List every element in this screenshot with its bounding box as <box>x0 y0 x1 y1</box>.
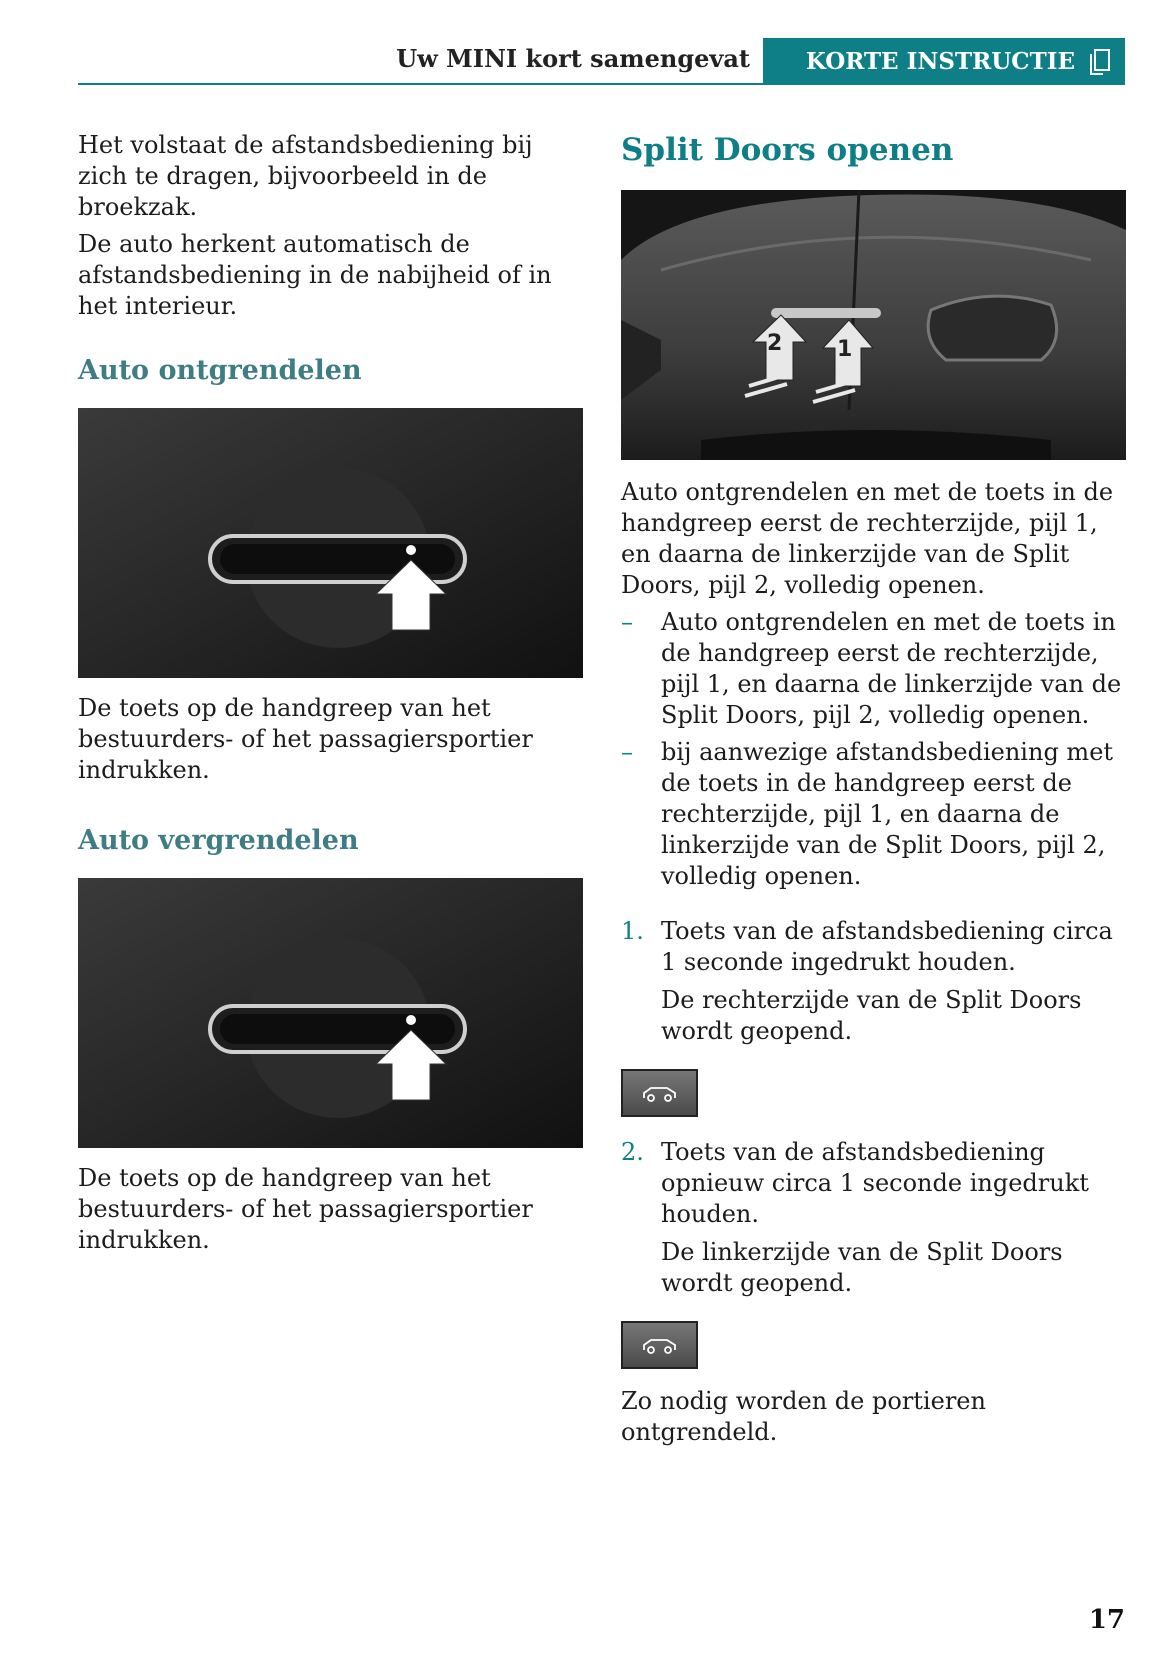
unlock-door-handle-photo <box>78 408 583 678</box>
step-result: De rechterzijde van de Split Doors wordt geopend. <box>661 986 1082 1045</box>
closing-note: Zo nodig worden de portieren ontgrendeld. <box>621 1387 986 1446</box>
step-text: Toets van de afstandsbediening circa 1 seconde ingedrukt houden. <box>661 917 1113 976</box>
lock-caption: De toets op de handgreep van het bestuurders- of het passagiersportier indrukken. <box>78 1164 533 1254</box>
split-doors-intro: Auto ontgrendelen en met de toets in de handgreep eerst de rechterzijde, pijl 1, en daarna de linkerzijde van de Split Doors, pijl 2, volledig openen. <box>621 478 1114 599</box>
step-text: Toets van de afstandsbediening opnieuw circa 1 seconde ingedrukt houden. <box>661 1138 1089 1228</box>
unlock-heading: Auto ontgrendelen <box>78 355 362 386</box>
left-column <box>78 130 583 1256</box>
intro-paragraph: Het volstaat de afstandsbediening bij zich te dragen, bijvoorbeeld in de broekzak. <box>78 131 533 221</box>
chapter-tab[interactable] <box>763 38 1125 85</box>
step-number: 2. <box>621 1138 644 1166</box>
chapter-label: KORTE INSTRUCTIE <box>805 48 1075 75</box>
intro-paragraph: De auto herkent automatisch de afstandsbediening in de nabijheid of in het interieur. <box>78 230 552 320</box>
car-tailgate-icon <box>641 1335 679 1355</box>
arrow-label-1: 1 <box>837 337 853 362</box>
page-number: 17 <box>1088 1605 1125 1635</box>
split-doors-photo <box>621 190 1126 460</box>
lock-heading: Auto vergrendelen <box>78 825 359 856</box>
car-tailgate-icon <box>641 1083 679 1103</box>
section-title: Uw MINI kort samengevat <box>396 44 750 73</box>
step-item <box>621 1137 1126 1299</box>
right-column <box>621 130 1126 1448</box>
list-item-text: Auto ontgrendelen en met de toets in de handgreep eerst de rechterzijde, pijl 1, en daarna de linkerzijde van de Split Doors, pijl 2, volledig openen. <box>661 608 1122 729</box>
split-doors-heading: Split Doors openen <box>621 132 954 168</box>
arrow-label-2: 2 <box>767 331 783 356</box>
list-item <box>621 607 1126 731</box>
step-item <box>621 916 1126 1047</box>
list-item <box>621 737 1126 892</box>
lock-door-handle-photo <box>78 878 583 1148</box>
list-item-text: bij aanwezige afstandsbediening met de toets in de handgreep eerst de rechterzijde, pijl 1, en daarna de linkerzijde van de Split Doors, pijl 2, volledig openen. <box>661 738 1114 890</box>
unlock-caption: De toets op de handgreep van het bestuurders- of het passagiersportier indrukken. <box>78 694 533 784</box>
dash-bullet: – <box>621 608 633 636</box>
step-result: De linkerzijde van de Split Doors wordt geopend. <box>661 1238 1063 1297</box>
remote-tailgate-button[interactable] <box>621 1321 698 1369</box>
dash-bullet: – <box>621 738 633 766</box>
step-number: 1. <box>621 917 644 945</box>
book-pages-icon <box>1089 48 1111 76</box>
remote-tailgate-button[interactable] <box>621 1069 698 1117</box>
